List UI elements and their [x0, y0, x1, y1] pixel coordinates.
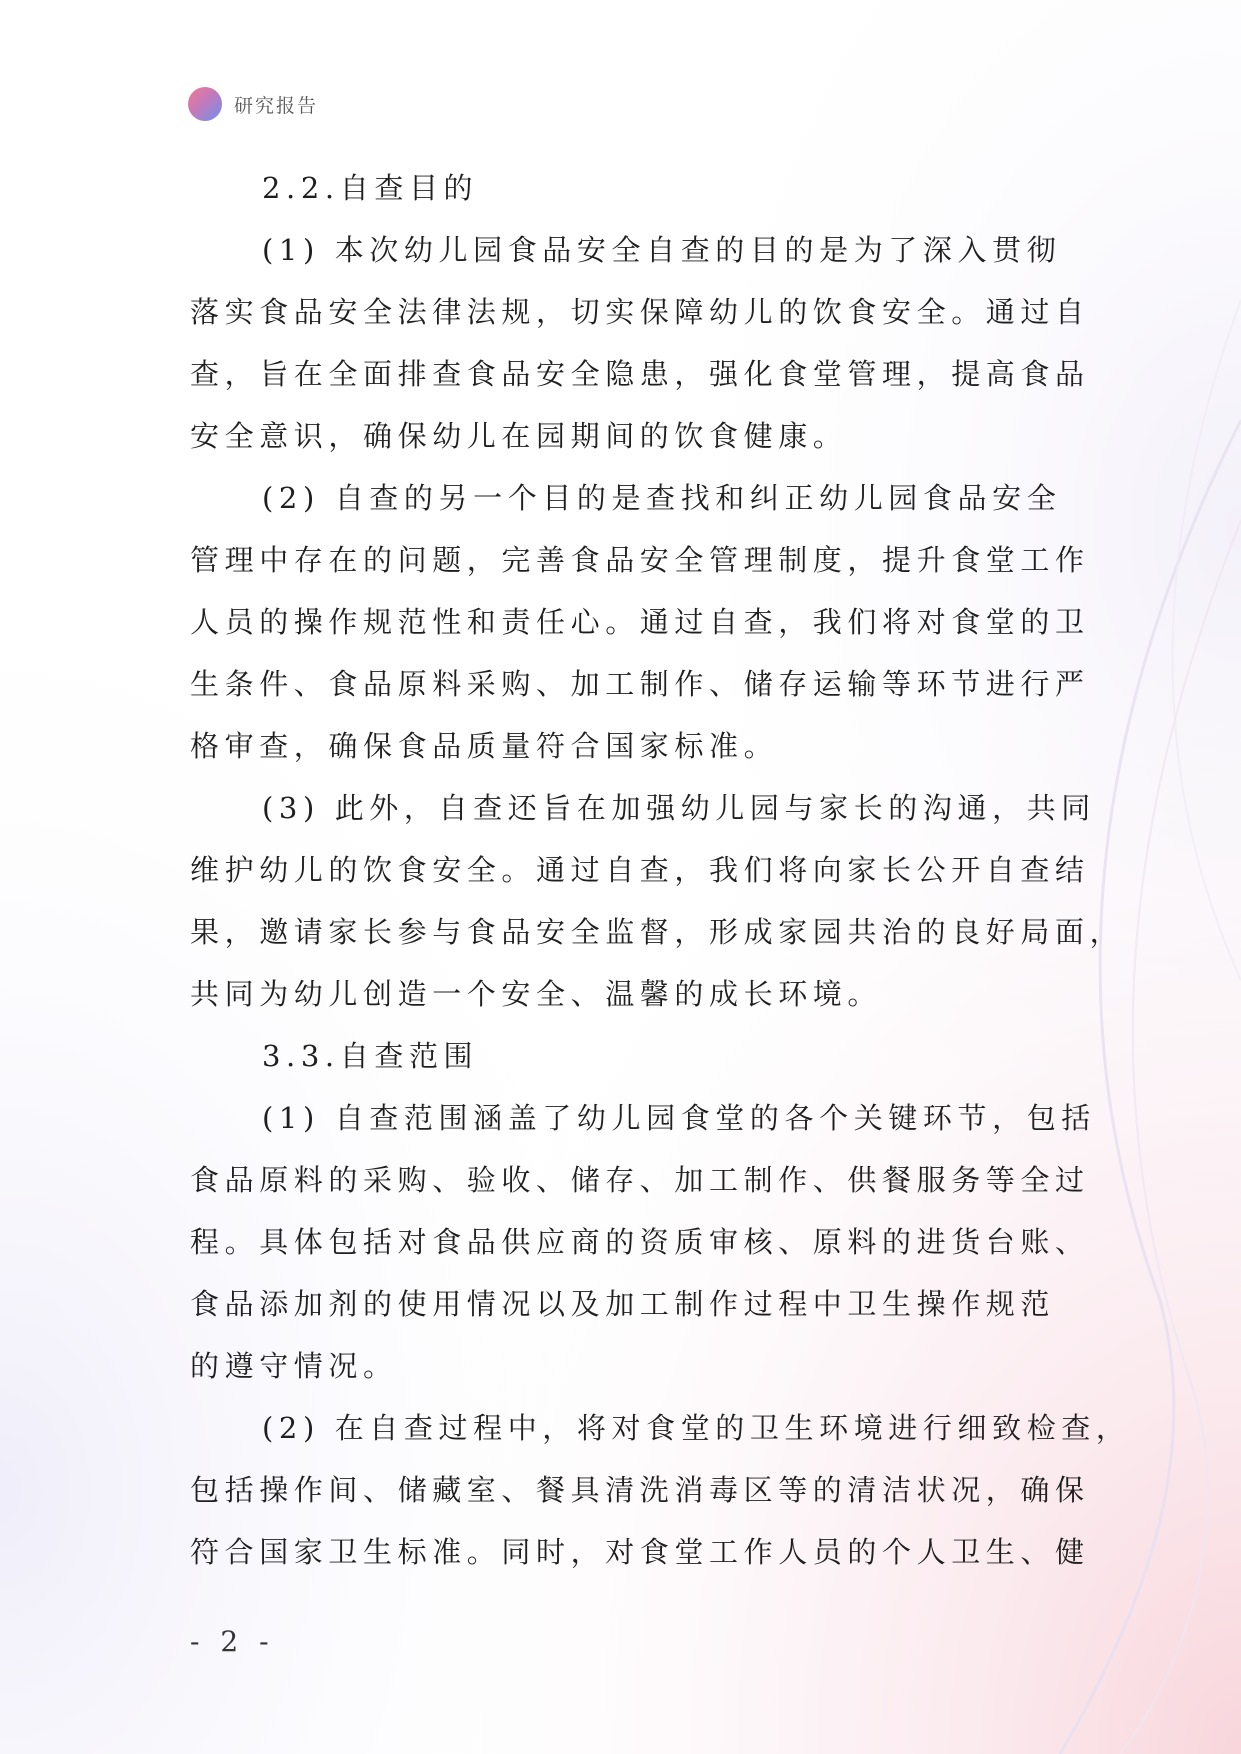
- text-line: (2) 在自查过程中，将对食堂的卫生环境进行细致检查，: [262, 1411, 1131, 1445]
- text-line: 2.2.自查目的: [262, 171, 479, 205]
- text-line: 食品原料的采购、验收、储存、加工制作、供餐服务等全过: [190, 1163, 1090, 1197]
- text-line: 的遵守情况。: [190, 1349, 398, 1383]
- text-line: 共同为幼儿创造一个安全、温馨的成长环境。: [190, 977, 883, 1011]
- text-line: 管理中存在的问题，完善食品安全管理制度，提升食堂工作: [190, 543, 1090, 577]
- report-header: [188, 86, 318, 122]
- text-line: 落实食品安全法律法规，切实保障幼儿的饮食安全。通过自: [190, 295, 1090, 329]
- text-line: 查，旨在全面排查食品安全隐患，强化食堂管理，提高食品: [190, 357, 1090, 391]
- text-line: (1) 自查范围涵盖了幼儿园食堂的各个关键环节，包括: [262, 1101, 1096, 1135]
- text-line: 格审查，确保食品质量符合国家标准。: [190, 729, 779, 763]
- text-line: 生条件、食品原料采购、加工制作、储存运输等环节进行严: [190, 667, 1090, 701]
- text-line: 人员的操作规范性和责任心。通过自查，我们将对食堂的卫: [190, 605, 1090, 639]
- text-line: (3) 此外，自查还旨在加强幼儿园与家长的沟通，共同: [262, 791, 1096, 825]
- text-line: 包括操作间、储藏室、餐具清洗消毒区等的清洁状况，确保: [190, 1473, 1090, 1507]
- text-line: 程。具体包括对食品供应商的资质审核、原料的进货台账、: [190, 1225, 1090, 1259]
- text-line: 食品添加剂的使用情况以及加工制作过程中卫生操作规范: [190, 1287, 1056, 1321]
- header-label: 研究报告: [234, 94, 319, 117]
- text-line: (1) 本次幼儿园食品安全自查的目的是为了深入贯彻: [262, 233, 1062, 267]
- text-line: 维护幼儿的饮食安全。通过自查，我们将向家长公开自查结: [190, 853, 1090, 887]
- text-line: 3.3.自查范围: [262, 1039, 479, 1073]
- document-body: [190, 157, 1131, 1583]
- text-line: 符合国家卫生标准。同时，对食堂工作人员的个人卫生、健: [190, 1535, 1090, 1569]
- text-line: 安全意识，确保幼儿在园期间的饮食健康。: [190, 419, 848, 453]
- text-line: 果，邀请家长参与食品安全监督，形成家园共治的良好局面，: [190, 915, 1125, 949]
- page-number: - 2 -: [190, 1625, 275, 1658]
- logo-circle: [188, 87, 222, 121]
- text-line: (2) 自查的另一个目的是查找和纠正幼儿园食品安全: [262, 481, 1062, 515]
